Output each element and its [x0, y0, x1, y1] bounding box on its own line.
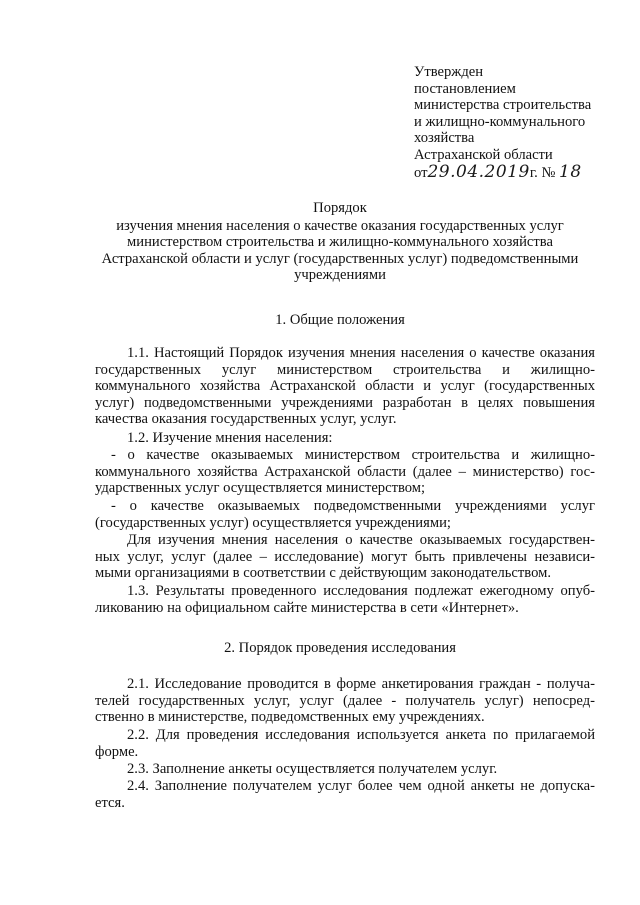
- text-line: 2.1. Исследование проводится в форме анкетирования граждан - получа-: [127, 676, 595, 692]
- text-line: (государственных услуг) осуществляется учреждениями;: [95, 514, 451, 531]
- text-line: ственно в министерстве, подведомственных ему учреждениях.: [95, 709, 485, 726]
- text-line: телей государственных услуг, услуг (далее - получатель услуг) непосред-: [95, 692, 595, 709]
- paragraph-2-2: [95, 727, 595, 760]
- paragraph-1-2-b: [95, 498, 595, 531]
- handwritten-date: 29.04.2019: [427, 161, 530, 182]
- text-line: Для изучения мнения населения о качестве оказываемых государствен-: [127, 532, 595, 548]
- paragraph-2-3: [95, 761, 595, 778]
- text-line: ударственных услуг осуществляется министерством;: [95, 480, 426, 497]
- paragraph-1-2: [95, 430, 595, 447]
- text-line: ется.: [95, 794, 125, 811]
- section-heading-1: 1. Общие положения: [275, 312, 405, 328]
- paragraph-1-2-a: [95, 447, 595, 497]
- paragraph-1-3: [95, 583, 595, 616]
- text-line: - о качестве оказываемых министерством строительства и жилищно-: [111, 447, 595, 463]
- approval-line: хозяйства: [414, 130, 475, 147]
- approval-line: Утвержден: [414, 64, 484, 80]
- approval-block: [414, 64, 624, 181]
- title-word: Порядок: [313, 200, 367, 216]
- text-line: - о качестве оказываемых подведомственными учреждениями услуг: [111, 498, 595, 514]
- approval-line: Астраханской области: [414, 146, 553, 163]
- section-heading-2: 2. Порядок проведения исследования: [224, 640, 456, 656]
- text-line: форме.: [95, 743, 139, 760]
- approval-date-line: [414, 161, 624, 182]
- text-line: услуг) подведомственными учреждениями разработан в целях повышения: [95, 394, 595, 411]
- text-line: коммунального хозяйства Астраханской области и услуг (государственных: [95, 378, 595, 395]
- text-line: коммунального хозяйства Астраханской области (далее – министерство) гос-: [95, 463, 595, 480]
- text-line: 2.2. Для проведения исследования используется анкета по прилагаемой: [127, 727, 595, 743]
- text-line: мыми организациями в соответствии с действующим законодательством.: [95, 565, 551, 582]
- date-prefix: от: [414, 164, 428, 181]
- handwritten-number: 18: [559, 161, 582, 182]
- title-line: изучения мнения населения о качестве оказания государственных услуг: [116, 217, 564, 234]
- text-line: ных услуг, услуг (далее – исследование) могут быть привлечены независи-: [95, 548, 595, 565]
- paragraph-2-4: [95, 778, 595, 811]
- paragraph-1-1: [95, 345, 595, 428]
- title-line: Астраханской области и услуг (государственных услуг) подведомственными: [101, 250, 579, 267]
- text-line: ликованию на официальном сайте министерства в сети «Интернет».: [95, 599, 519, 616]
- text-line: качества оказания государственных услуг, услуг.: [95, 411, 397, 428]
- text-line: 2.3. Заполнение анкеты осуществляется получателем услуг.: [127, 761, 498, 777]
- approval-line: министерства строительства: [414, 97, 592, 114]
- text-line: 1.3. Результаты проведенного исследования подлежат ежегодному опуб-: [127, 583, 595, 599]
- text-line: государственных услуг министерством строительства и жилищно-: [95, 361, 595, 378]
- title-line: министерством строительства и жилищно-коммунального хозяйства: [127, 234, 553, 251]
- text-line: 2.4. Заполнение получателем услуг более чем одной анкеты не допуска-: [127, 778, 595, 794]
- approval-line: и жилищно-коммунального: [414, 113, 586, 130]
- text-line: 1.1. Настоящий Порядок изучения мнения населения о качестве оказания: [127, 345, 595, 361]
- title-line: учреждениями: [294, 267, 386, 284]
- document-title: [90, 200, 590, 284]
- approval-line: постановлением: [414, 80, 516, 97]
- paragraph-2-1: [95, 676, 595, 726]
- number-prefix: г. №: [529, 164, 556, 181]
- paragraph-1-2-c: [95, 532, 595, 582]
- text-line: 1.2. Изучение мнения населения:: [127, 430, 333, 446]
